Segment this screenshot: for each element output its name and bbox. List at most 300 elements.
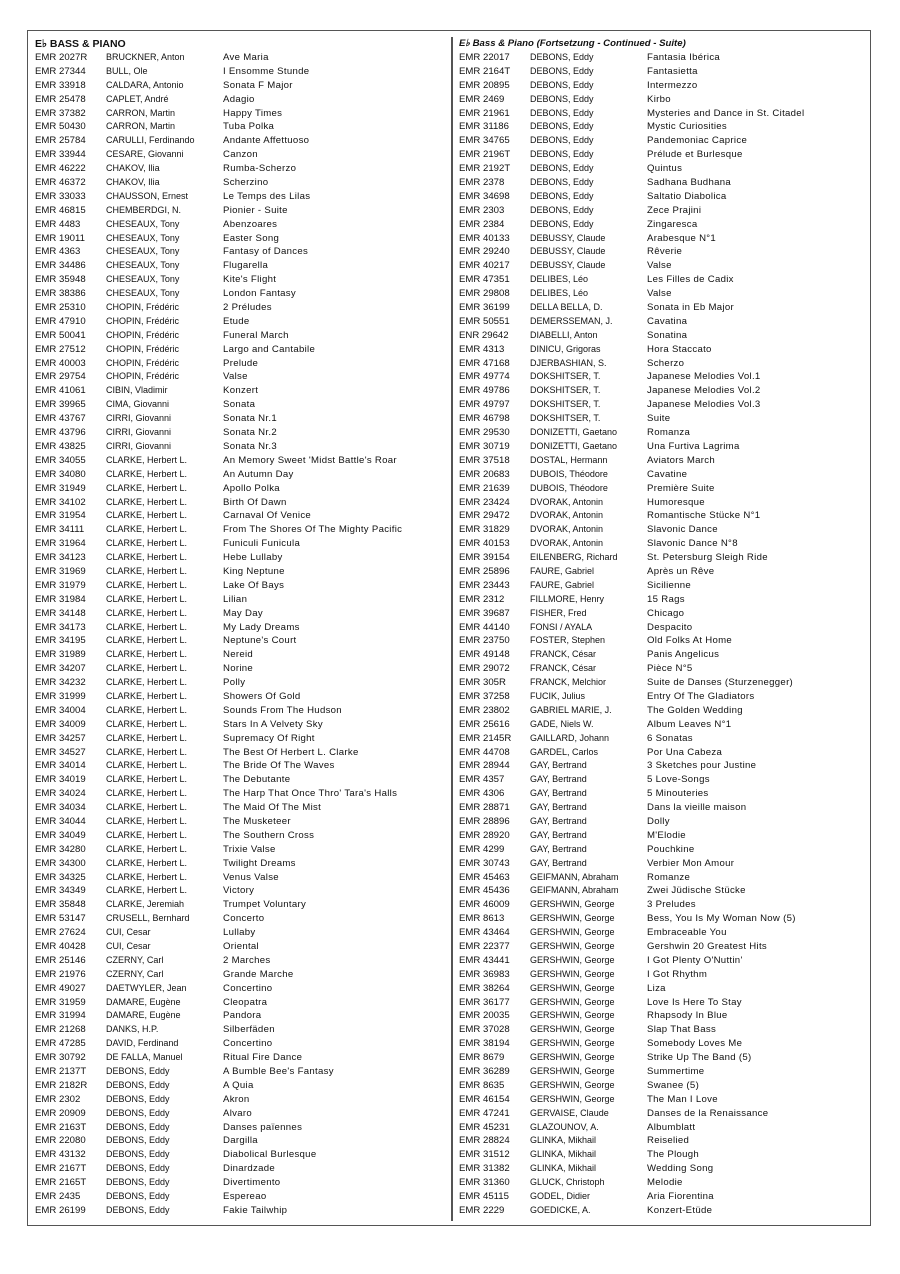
catalog-entry: [35, 232, 453, 246]
work-title: Entry Of The Gladiators: [647, 690, 755, 702]
catalog-entry: [35, 79, 453, 93]
catalog-number: EMR 46222: [35, 163, 86, 175]
composer-name: GEIFMANN, Abraham: [530, 885, 619, 896]
catalog-number: EMR 21976: [35, 968, 86, 980]
composer-name: FOSTER, Stephen: [530, 635, 606, 646]
catalog-entry: [35, 662, 453, 676]
catalog-number: EMR 34014: [35, 760, 86, 772]
work-title: Apollo Polka: [223, 482, 280, 494]
catalog-entry: [459, 648, 877, 662]
catalog-number: EMR 31979: [35, 579, 86, 591]
work-title: Arabesque N°1: [647, 232, 717, 244]
composer-name: DUBOIS, Théodore: [530, 468, 608, 479]
composer-name: CLARKE, Herbert L.: [106, 843, 188, 854]
work-title: Album Leaves N°1: [647, 718, 732, 730]
composer-name: CLARKE, Herbert L.: [106, 690, 188, 701]
work-title: Hora Staccato: [647, 343, 712, 355]
catalog-number: EMR 45463: [459, 871, 510, 883]
composer-name: GARDEL, Carlos: [530, 746, 599, 757]
composer-name: CIMA, Giovanni: [106, 399, 170, 410]
catalog-entry: [459, 523, 877, 537]
work-title: Cavatina: [647, 315, 688, 327]
catalog-number: EMR 31999: [35, 690, 86, 702]
work-title: The Harp That Once Thro' Tara's Halls: [223, 788, 398, 800]
work-title: Concertino: [223, 1038, 273, 1050]
catalog-number: EMR 29072: [459, 663, 510, 675]
work-title: Tuba Polka: [223, 121, 275, 133]
composer-name: DEBONS, Eddy: [106, 1066, 170, 1077]
work-title: Sonata F Major: [223, 79, 293, 91]
catalog-entry: [35, 884, 453, 898]
catalog-entry: [459, 315, 877, 329]
catalog-entry: [35, 1079, 453, 1093]
composer-name: CUI, Cesar: [106, 927, 151, 938]
catalog-entry: [459, 982, 877, 996]
work-title: Verbier Mon Amour: [647, 857, 735, 869]
catalog-number: EMR 2137T: [35, 1066, 87, 1078]
composer-name: CLARKE, Herbert L.: [106, 704, 188, 715]
composer-name: DEBONS, Eddy: [106, 1135, 170, 1146]
catalog-entry: [459, 1162, 877, 1176]
catalog-number: EMR 50551: [459, 315, 510, 327]
catalog-entry: [459, 898, 877, 912]
catalog-entry: [459, 204, 877, 218]
catalog-entry: [459, 65, 877, 79]
catalog-entry: [35, 1162, 453, 1176]
catalog-number: EMR 25616: [459, 718, 510, 730]
catalog-number: EMR 38194: [459, 1038, 510, 1050]
catalog-entry: [35, 1051, 453, 1065]
catalog-entry: [459, 1009, 877, 1023]
catalog-entry: [35, 968, 453, 982]
catalog-entry: [35, 384, 453, 398]
catalog-entry: [35, 162, 453, 176]
catalog-number: EMR 21961: [459, 107, 510, 119]
work-title: Divertimento: [223, 1177, 281, 1189]
composer-name: GAILLARD, Johann: [530, 732, 610, 743]
catalog-entry: [35, 107, 453, 121]
work-title: Birth Of Dawn: [223, 496, 287, 508]
catalog-entry: [459, 176, 877, 190]
composer-name: FRANCK, Melchior: [530, 677, 607, 688]
catalog-entry: [35, 579, 453, 593]
composer-name: GADE, Niels W.: [530, 718, 594, 729]
work-title: Scherzo: [647, 357, 685, 369]
catalog-number: EMR 20895: [459, 79, 510, 91]
catalog-entry: [459, 79, 877, 93]
work-title: Valse: [647, 288, 672, 300]
catalog-entry: [35, 120, 453, 134]
work-title: Wedding Song: [647, 1163, 714, 1175]
work-title: 5 Love-Songs: [647, 774, 710, 786]
catalog-number: EMR 41061: [35, 385, 86, 397]
composer-name: DEBONS, Eddy: [530, 79, 594, 90]
catalog-number: EMR 49774: [459, 371, 510, 383]
work-title: Sadhana Budhana: [647, 177, 731, 189]
work-title: Scherzino: [223, 177, 269, 189]
catalog-number: EMR 53147: [35, 913, 86, 925]
catalog-number: EMR 31969: [35, 565, 86, 577]
work-title: Japanese Melodies Vol.1: [647, 371, 761, 383]
catalog-entry: [35, 634, 453, 648]
work-title: 5 Minouteries: [647, 788, 709, 800]
catalog-number: EMR 43767: [35, 413, 86, 425]
catalog-number: EMR 8613: [459, 913, 505, 925]
work-title: Strike Up The Band (5): [647, 1052, 752, 1064]
catalog-number: EMR 2302: [35, 1093, 81, 1105]
composer-name: DEBONS, Eddy: [106, 1204, 170, 1215]
catalog-entry: [35, 843, 453, 857]
work-title: Zwei Jüdische Stücke: [647, 885, 746, 897]
catalog-entry: [35, 1065, 453, 1079]
composer-name: BULL, Ole: [106, 65, 148, 76]
catalog-entry: [459, 1190, 877, 1204]
catalog-number: EMR 31360: [459, 1177, 510, 1189]
work-title: Intermezzo: [647, 79, 698, 91]
work-title: Sonata Nr.1: [223, 413, 277, 425]
composer-name: CLARKE, Herbert L.: [106, 524, 188, 535]
composer-name: CLARKE, Herbert L.: [106, 510, 188, 521]
composer-name: DJERBASHIAN, S.: [530, 357, 607, 368]
catalog-entry: [35, 329, 453, 343]
work-title: The Maid Of The Mist: [223, 802, 322, 814]
work-title: M'Elodie: [647, 829, 686, 841]
catalog-entry: [35, 1023, 453, 1037]
composer-name: DEBONS, Eddy: [530, 149, 594, 160]
catalog-number: EMR 46372: [35, 177, 86, 189]
catalog-entry: [35, 190, 453, 204]
catalog-entry: [35, 787, 453, 801]
catalog-entry: [35, 1134, 453, 1148]
catalog-entry: [459, 829, 877, 843]
catalog-number: EMR 34148: [35, 607, 86, 619]
work-title: Les Filles de Cadix: [647, 274, 734, 286]
catalog-number: EMR 45115: [459, 1191, 509, 1203]
work-title: 2 Préludes: [223, 302, 272, 314]
composer-name: DEBONS, Eddy: [106, 1079, 170, 1090]
composer-name: CLARKE, Herbert L.: [106, 732, 188, 743]
composer-name: DUBOIS, Théodore: [530, 482, 608, 493]
catalog-number: EMR 33918: [35, 79, 86, 91]
composer-name: DEBONS, Eddy: [106, 1107, 170, 1118]
catalog-number: EMR 40217: [459, 260, 510, 272]
work-title: 3 Preludes: [647, 899, 696, 911]
catalog-number: EMR 31949: [35, 482, 86, 494]
composer-name: CAPLET, André: [106, 93, 169, 104]
catalog-entry: [35, 1121, 453, 1135]
work-title: Japanese Melodies Vol.2: [647, 385, 761, 397]
work-title: Oriental: [223, 941, 259, 952]
work-title: Stars In A Velvety Sky: [223, 718, 323, 730]
composer-name: DEBONS, Eddy: [530, 177, 594, 188]
catalog-number: EMR 49797: [459, 399, 510, 411]
catalog-entry: [35, 954, 453, 968]
catalog-entry: [35, 621, 453, 635]
composer-name: CUI, Cesar: [106, 941, 151, 951]
catalog-number: EMR 27344: [35, 65, 86, 77]
catalog-number: EMR 47910: [35, 315, 86, 327]
composer-name: GLINKA, Mikhail: [530, 1135, 597, 1146]
work-title: Alvaro: [223, 1107, 252, 1119]
work-title: Largo and Cantabile: [223, 343, 316, 355]
composer-name: DEBONS, Eddy: [530, 204, 594, 215]
composer-name: CHESEAUX, Tony: [106, 218, 180, 229]
catalog-number: EMR 4357: [459, 774, 505, 786]
composer-name: CLARKE, Herbert L.: [106, 649, 188, 660]
composer-name: GLUCK, Christoph: [530, 1177, 605, 1188]
catalog-entry: [35, 440, 453, 454]
catalog-entry: [459, 732, 877, 746]
work-title: Humoresque: [647, 496, 705, 508]
catalog-number: EMR 46815: [35, 204, 86, 216]
catalog-entry: [35, 565, 453, 579]
work-title: Concertino: [223, 982, 273, 994]
catalog-entry: [459, 871, 877, 885]
catalog-number: EMR 30792: [35, 1052, 86, 1064]
catalog-entry: [459, 1107, 877, 1121]
composer-name: GERSHWIN, George: [530, 1079, 615, 1090]
composer-name: FONSI / AYALA: [530, 621, 593, 632]
left-column: [35, 37, 453, 1218]
catalog-entry: [35, 940, 453, 954]
catalog-entry: [459, 1023, 877, 1037]
work-title: Fantasy of Dances: [223, 246, 309, 258]
work-title: Embraceable You: [647, 927, 727, 939]
catalog-number: EMR 44140: [459, 621, 510, 633]
work-title: Norine: [223, 663, 254, 675]
catalog-entry: [459, 107, 877, 121]
composer-name: DELLA BELLA, D.: [530, 302, 603, 313]
catalog-number: EMR 47241: [459, 1107, 510, 1119]
work-title: Canzon: [223, 149, 258, 161]
catalog-number: EMR 34111: [35, 524, 85, 536]
catalog-entry: [35, 315, 453, 329]
catalog-entry: [459, 301, 877, 315]
catalog-number: EMR 34080: [35, 468, 86, 480]
catalog-number: EMR 34009: [35, 718, 86, 730]
catalog-number: EMR 33944: [35, 149, 86, 161]
composer-name: CHAUSSON, Ernest: [106, 190, 189, 201]
composer-name: DEBONS, Eddy: [530, 163, 594, 174]
work-title: Andante Affettuoso: [223, 135, 310, 147]
work-title: From The Shores Of The Mighty Pacific: [223, 524, 403, 536]
catalog-entry: [35, 1009, 453, 1023]
work-title: Swanee (5): [647, 1079, 700, 1091]
catalog-entry: [35, 898, 453, 912]
catalog-number: EMR 36177: [459, 996, 510, 1008]
catalog-entry: [35, 482, 453, 496]
work-title: Slap That Bass: [647, 1024, 717, 1036]
work-title: A Quia: [223, 1079, 254, 1091]
catalog-entry: [459, 1134, 877, 1148]
composer-name: CIRRI, Giovanni: [106, 413, 172, 424]
composer-name: CLARKE, Herbert L.: [106, 496, 188, 507]
catalog-number: EMR 49027: [35, 982, 86, 994]
work-title: Prelude: [223, 357, 259, 369]
catalog-number: EMR 4299: [459, 843, 505, 855]
composer-name: DEBONS, Eddy: [530, 107, 594, 118]
catalog-entry: [459, 190, 877, 204]
catalog-number: EMR 34173: [35, 621, 86, 633]
composer-name: CZERNY, Carl: [106, 954, 164, 965]
composer-name: FISHER, Fred: [530, 607, 587, 618]
work-title: Dinardzade: [223, 1163, 276, 1175]
work-title: Love Is Here To Stay: [647, 996, 742, 1008]
work-title: Sounds From The Hudson: [223, 704, 342, 716]
composer-name: CARRON, Martin: [106, 107, 176, 118]
catalog-entry: [459, 245, 877, 259]
composer-name: DAMARE, Eugène: [106, 996, 181, 1007]
catalog-number: EMR 22017: [459, 52, 510, 63]
composer-name: GAY, Bertrand: [530, 760, 587, 771]
catalog-number: EMR 25478: [35, 93, 86, 105]
composer-name: CLARKE, Jeremiah: [106, 899, 185, 910]
catalog-entry: [459, 1204, 877, 1218]
composer-name: CHOPIN, Frédéric: [106, 329, 180, 340]
catalog-entry: [35, 746, 453, 760]
catalog-entry: [35, 357, 453, 371]
composer-name: CLARKE, Herbert L.: [106, 468, 188, 479]
composer-name: GERSHWIN, George: [530, 899, 615, 910]
composer-name: DOKSHITSER, T.: [530, 371, 601, 382]
composer-name: CHOPIN, Frédéric: [106, 302, 180, 313]
catalog-number: EMR 23424: [459, 496, 510, 508]
catalog-number: EMR 38386: [35, 288, 86, 300]
catalog-entry: [459, 287, 877, 301]
work-title: Zingaresca: [647, 218, 698, 230]
work-title: Fantasietta: [647, 65, 698, 77]
work-title: Espereao: [223, 1191, 267, 1203]
catalog-number: EMR 25310: [35, 302, 86, 314]
work-title: Fantasia Ibérica: [647, 52, 721, 63]
work-title: Nereid: [223, 649, 254, 661]
catalog-entry: [459, 565, 877, 579]
work-title: Valse: [647, 260, 672, 272]
work-title: Grande Marche: [223, 968, 294, 980]
work-title: Happy Times: [223, 107, 283, 119]
work-title: Concerto: [223, 913, 265, 925]
catalog-number: EMR 34207: [35, 663, 86, 675]
catalog-number: EMR 38264: [459, 982, 510, 994]
catalog-entry: [459, 662, 877, 676]
catalog-entry: [459, 676, 877, 690]
composer-name: DINICU, Grigoras: [530, 343, 601, 354]
catalog-number: EMR 47351: [459, 274, 510, 286]
work-title: The Best Of Herbert L. Clarke: [223, 746, 359, 758]
catalog-entry: [459, 773, 877, 787]
catalog-entry: [35, 648, 453, 662]
work-title: Polly: [223, 677, 246, 689]
composer-name: CLARKE, Herbert L.: [106, 454, 188, 465]
catalog-number: EMR 28871: [459, 802, 510, 814]
work-title: I Ensomme Stunde: [223, 65, 310, 77]
catalog-number: EMR 28920: [459, 829, 510, 841]
work-title: Pouchkine: [647, 843, 695, 855]
catalog-entry: [459, 815, 877, 829]
catalog-number: EMR 31959: [35, 996, 86, 1008]
catalog-entry: [35, 926, 453, 940]
catalog-number: EMR 45436: [459, 885, 510, 897]
composer-name: DEBONS, Eddy: [106, 1177, 170, 1188]
catalog-number: EMR 35848: [35, 899, 86, 911]
composer-name: DEBONS, Eddy: [530, 65, 594, 76]
work-title: An Autumn Day: [223, 468, 294, 480]
catalog-number: EMR 8679: [459, 1052, 505, 1064]
catalog-number: EMR 2196T: [459, 149, 511, 161]
catalog-entry: [35, 801, 453, 815]
catalog-entry: [35, 523, 453, 537]
composer-name: DAVID, Ferdinand: [106, 1038, 179, 1049]
catalog-number: EMR 2378: [459, 177, 505, 189]
catalog-number: EMR 22080: [35, 1135, 86, 1147]
catalog-number: EMR 2163T: [35, 1121, 87, 1133]
composer-name: CALDARA, Antonio: [106, 79, 184, 90]
work-title: Romanza: [647, 427, 691, 439]
catalog-number: EMR 34257: [35, 732, 86, 744]
composer-name: DELIBES, Léo: [530, 288, 589, 299]
catalog-number: EMR 34049: [35, 829, 86, 841]
work-title: Slavonic Dance: [647, 524, 718, 536]
catalog-entry: [459, 801, 877, 815]
catalog-entry: [35, 815, 453, 829]
composer-name: GLAZOUNOV, A.: [530, 1121, 599, 1132]
catalog-number: EMR 29754: [35, 371, 86, 383]
work-title: Una Furtiva Lagrima: [647, 440, 740, 452]
catalog-entry: [459, 843, 877, 857]
composer-name: GERSHWIN, George: [530, 968, 615, 979]
catalog-number: EMR 49148: [459, 649, 510, 661]
composer-name: DOSTAL, Hermann: [530, 454, 608, 465]
catalog-number: EMR 45231: [459, 1121, 510, 1133]
catalog-entry: [35, 509, 453, 523]
catalog-entry: [459, 621, 877, 635]
catalog-entry: [459, 884, 877, 898]
composer-name: GAY, Bertrand: [530, 788, 587, 799]
catalog-entry: [35, 857, 453, 871]
composer-name: CHOPIN, Frédéric: [106, 357, 180, 368]
work-title: The Southern Cross: [223, 829, 315, 841]
catalog-entry: [35, 912, 453, 926]
catalog-entry: [35, 773, 453, 787]
composer-name: DEBONS, Eddy: [530, 52, 594, 62]
composer-name: CLARKE, Herbert L.: [106, 565, 188, 576]
composer-name: CLARKE, Herbert L.: [106, 579, 188, 590]
catalog-number: EMR 34232: [35, 677, 86, 689]
composer-name: GAY, Bertrand: [530, 774, 587, 785]
catalog-number: EMR 31186: [459, 121, 509, 133]
composer-name: CARULLI, Ferdinando: [106, 135, 195, 146]
catalog-entry: [459, 1037, 877, 1051]
work-title: 2 Marches: [223, 954, 271, 966]
catalog-number: EMR 49786: [459, 385, 510, 397]
composer-name: DEBONS, Eddy: [106, 1149, 170, 1160]
composer-name: DEBUSSY, Claude: [530, 260, 606, 271]
catalog-number: EMR 34024: [35, 788, 86, 800]
catalog-number: EMR 34765: [459, 135, 510, 147]
catalog-entry: [459, 607, 877, 621]
work-title: St. Petersburg Sleigh Ride: [647, 552, 768, 564]
catalog-entry: [459, 857, 877, 871]
work-title: Melodie: [647, 1177, 683, 1189]
catalog-number: EMR 20035: [459, 1010, 510, 1022]
work-title: Adagio: [223, 93, 255, 105]
catalog-number: EMR 28944: [459, 760, 510, 772]
catalog-entry: [459, 357, 877, 371]
catalog-number: EMR 43825: [35, 440, 86, 452]
catalog-entry: [35, 287, 453, 301]
catalog-number: EMR 34280: [35, 843, 86, 855]
catalog-number: EMR 31512: [459, 1149, 510, 1161]
